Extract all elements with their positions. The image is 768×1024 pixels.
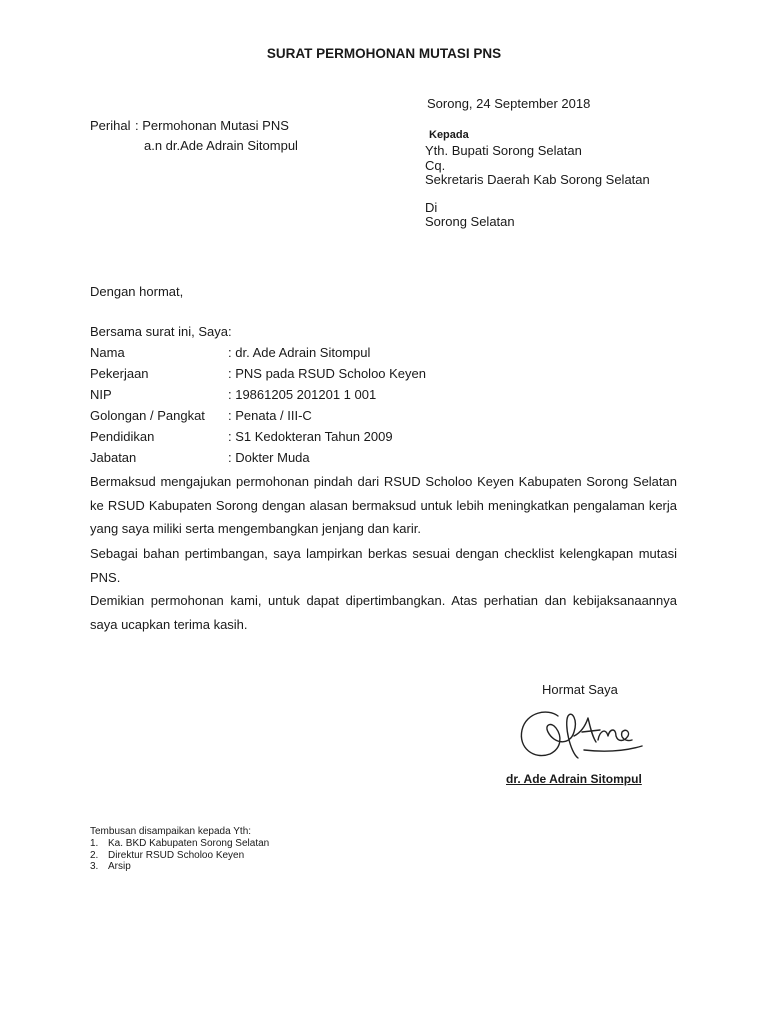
identity-label-jabatan: Jabatan [90,450,137,465]
cc-item-3 [90,861,131,873]
recipient-line-1: Yth. Bupati Sorong Selatan [425,143,582,158]
identity-value-nip: : 19861205 201201 1 001 [228,387,377,402]
cc-title: Tembusan disampaikan kepada Yth: [90,826,252,837]
body-paragraph-2: Sebagai bahan pertimbangan, saya lampirkan berkas sesuai dengan checklist kelengkapan mutasi PNS. [90,546,677,585]
cc-item-number: 1. [90,838,99,849]
recipient-kepada: Kepada [429,129,469,141]
identity-label-pendidikan: Pendidikan [90,429,155,444]
body-paragraph-1: Bermaksud mengajukan permohonan pindah dari RSUD Scholoo Keyen Kabupaten Sorong Selatan ke RSUD Kabupaten Sorong dengan alasan bermaksud untuk lebih meningkatkan pengalaman kerja yang saya miliki serta mengembangkan jenjang dan karir. [90,474,677,536]
place-date: Sorong, 24 September 2018 [427,96,591,111]
identity-label-golongan: Golongan / Pangkat [90,408,205,423]
identity-value-nama: : dr. Ade Adrain Sitompul [228,345,371,360]
identity-value-jabatan: : Dokter Muda [228,450,310,465]
cc-item-text: Arsip [108,861,131,872]
cc-item-1 [90,838,269,850]
letter-title: SURAT PERMOHONAN MUTASI PNS [266,46,502,61]
greeting: Dengan hormat, [90,284,184,299]
identity-value-pendidikan: : S1 Kedokteran Tahun 2009 [228,429,393,444]
recipient-place: Sorong Selatan [425,214,515,229]
identity-label-pekerjaan: Pekerjaan [90,366,149,381]
cc-item-number: 2. [90,850,99,861]
recipient-di: Di [425,200,438,215]
signatory-name: dr. Ade Adrain Sitompul [506,772,642,786]
closing-salutation: Hormat Saya [542,682,618,697]
identity-label-nip: NIP [90,387,112,402]
cc-item-text: Ka. BKD Kabupaten Sorong Selatan [108,838,270,849]
identity-value-golongan: : Penata / III-C [228,408,312,423]
perihal-label: Perihal [90,118,131,133]
handwritten-signature [512,702,648,772]
identity-label-nama: Nama [90,345,125,360]
perihal-attention: a.n dr.Ade Adrain Sitompul [144,138,298,153]
cc-item-number: 3. [90,861,99,872]
cc-item-text: Direktur RSUD Scholoo Keyen [108,850,245,861]
cc-item-2 [90,850,244,862]
identity-value-pekerjaan: : PNS pada RSUD Scholoo Keyen [228,366,426,381]
body-paragraph-3: Demikian permohonan kami, untuk dapat dipertimbangkan. Atas perhatian dan kebijaksanaannya saya ucapkan terima kasih. [90,593,677,632]
recipient-line-3: Sekretaris Daerah Kab Sorong Selatan [425,172,650,187]
recipient-line-2: Cq. [425,158,446,173]
intro-line: Bersama surat ini, Saya: [90,324,232,339]
perihal-subject: : Permohonan Mutasi PNS [135,118,289,133]
